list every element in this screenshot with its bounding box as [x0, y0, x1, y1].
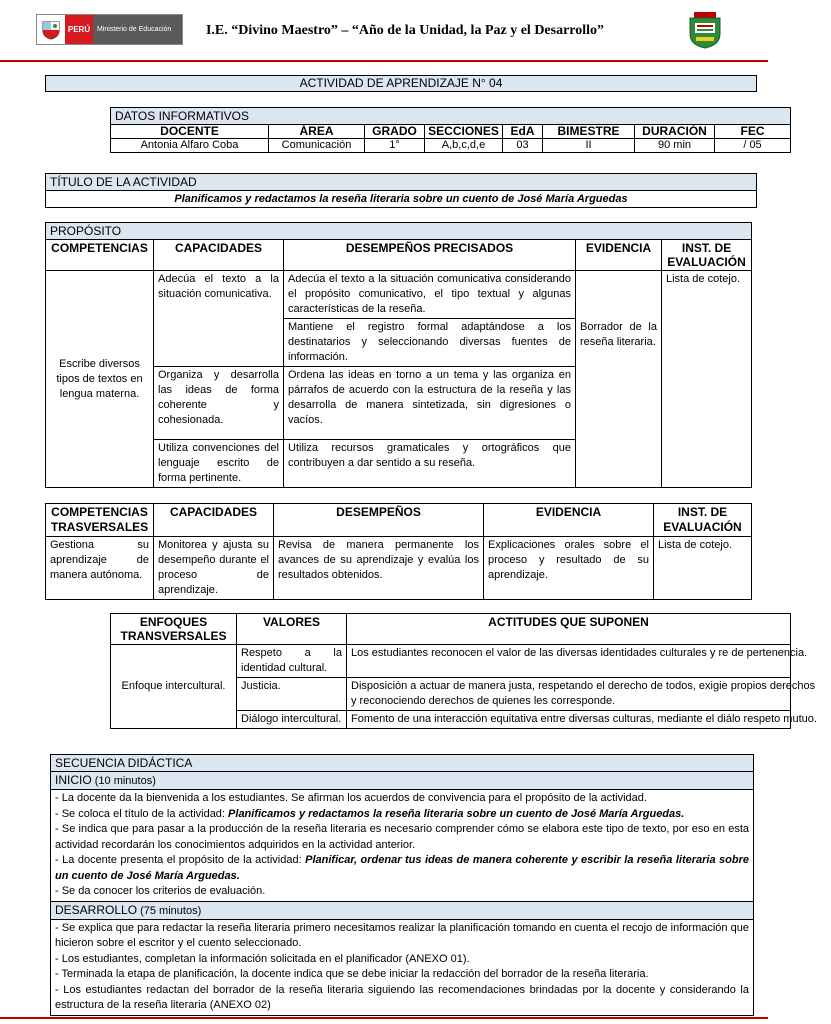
enfoques-actitud-1-text: Los estudiantes reconocen el valor de las diversas identidades culturales y re de pertenencia.: [351, 647, 808, 659]
desarrollo-time: (75 minutos): [140, 904, 202, 917]
peru-crest-icon: [40, 19, 62, 41]
inicio-item-4-purpose: Planificar, ordenar tus ideas de manera coherente y escribir la reseña literaria sobre un cuento de José María Arguedas.: [55, 854, 750, 882]
enfoques-actitud-3-text: Fomento de una interacción equitativa entre diversas culturas, mediante el diálo respeto mutuo.: [351, 713, 817, 725]
titulo-text: Planificamos y redactamos la reseña literaria sobre un cuento de José María Arguedas: [46, 191, 757, 208]
inicio-item-4-text: - La docente presenta el propósito de la actividad:: [55, 854, 306, 866]
datos-area: Comunicación: [269, 139, 365, 153]
transversales-evidencia: Explicaciones orales sobre el proceso y resultado de su aprendizaje.: [484, 537, 654, 600]
proposito-desempeno-1: Adecúa el texto a la situación comunicativa considerando el propósito comunicativo, el tipo textual y algunas características de la reseña.: [284, 271, 576, 319]
transversales-header-instrumento: INST. DE EVALUACIÓN: [654, 504, 752, 537]
inicio-item-2: [55, 807, 749, 823]
header-divider: [0, 60, 768, 62]
enfoques-valor-1: Respeto a la identidad cultural.: [237, 645, 347, 678]
desarrollo-item-3: - Terminada la etapa de planificación, la docente indica que se debe iniciar la redacción del borrador de la reseña literaria.: [55, 968, 649, 980]
datos-heading: DATOS INFORMATIVOS: [111, 108, 791, 125]
inicio-item-3: - Se indica que para pasar a la producción de la reseña literaria es necesario comprender cómo se elabora este tipo de texto, por eso en esta actividad recordarán los conocimientos adquiridos en la actividad anterior.: [55, 823, 749, 851]
peru-label: PERÚ: [65, 15, 93, 44]
desarrollo-item-4: - Los estudiantes redactan del borrador de la reseña literaria siguiendo las recomendaciones brindadas por la docente y considerando la estructura de la reseña literaria (ANEXO 02): [55, 983, 749, 1011]
inicio-label: INICIO: [55, 773, 92, 787]
desarrollo-item-2: - Los estudiantes, completan la información solicitada en el planificador (ANEXO 01).: [55, 952, 470, 965]
proposito-header-evidencia: EVIDENCIA: [576, 240, 662, 271]
transversales-header-capacidades: CAPACIDADES: [154, 504, 274, 537]
activity-title-table: [45, 75, 757, 92]
datos-docente: Antonia Alfaro Coba: [111, 139, 269, 153]
enfoques-actitud-1: [347, 645, 808, 678]
proposito-competencia: Escribe diversos tipos de textos en lengua materna.: [46, 271, 154, 488]
datos-header-docente: DOCENTE: [111, 125, 269, 139]
school-title: I.E. “Divino Maestro” – “Año de la Unidad, la Paz y el Desarrollo”: [205, 23, 605, 38]
ministry-label: Ministerio de Educación: [93, 15, 182, 44]
transversales-header-evidencia: EVIDENCIA: [484, 504, 654, 537]
proposito-header-instrumento: INST. DE EVALUACIÓN: [662, 240, 752, 271]
enfoques-header-valores: VALORES: [237, 614, 347, 645]
proposito-desempeno-4: Utiliza recursos gramaticales y ortográficos que contribuyen a dar sentido a su reseña.: [284, 440, 576, 488]
proposito-table: [45, 222, 752, 488]
inicio-time: (10 minutos): [94, 775, 156, 787]
proposito-desempeno-2: Mantiene el registro formal adaptándose a los destinatarios y seleccionando diversas fuentes de información.: [284, 319, 576, 367]
proposito-header-capacidades: CAPACIDADES: [154, 240, 284, 271]
footer-divider: [0, 1017, 768, 1019]
school-shield-icon: [688, 12, 722, 48]
transversales-capacidad: Monitorea y ajusta su desempeño durante el proceso de aprendizaje.: [154, 537, 274, 600]
transversales-desempeno: Revisa de manera permanente los avances de su aprendizaje y evalúa los resultados obtenidos.: [274, 537, 484, 600]
secuencia-table: [50, 754, 754, 1016]
enfoques-actitud-2: [347, 678, 816, 711]
datos-header-area: ÁREA: [269, 125, 365, 139]
enfoques-valor-2: Justicia.: [237, 678, 347, 711]
datos-header-eda: EdA: [503, 125, 543, 139]
datos-header-secciones: SECCIONES: [425, 125, 503, 139]
enfoques-enfoque: Enfoque intercultural.: [111, 645, 237, 729]
datos-fecha: / 05: [715, 139, 791, 153]
ministry-logo: [36, 14, 183, 45]
activity-title: ACTIVIDAD DE APRENDIZAJE N° 04: [46, 76, 757, 92]
desarrollo-heading: [51, 901, 754, 919]
desarrollo-item-1: - Se explica que para redactar la reseña literaria primero necesitamos realizar la planificación tomando en cuenta el recojo de información que hicieron sobre el escritor y el cuento seleccionado.: [55, 921, 749, 949]
transversales-instrumento: Lista de cotejo.: [654, 537, 752, 600]
desarrollo-label: DESARROLLO: [55, 902, 138, 917]
inicio-item-2-text: - Se coloca el título de la actividad:: [55, 807, 229, 820]
proposito-capacidad-3: Utiliza convenciones del lenguaje escrito de forma pertinente.: [154, 440, 284, 488]
datos-header-bimestre: BIMESTRE: [543, 125, 635, 139]
proposito-heading: PROPÓSITO: [46, 223, 752, 240]
inicio-item-5: - Se da conocer los criterios de evaluación.: [55, 885, 266, 897]
titulo-heading: TÍTULO DE LA ACTIVIDAD: [46, 174, 757, 191]
proposito-instrumento: Lista de cotejo.: [662, 271, 752, 488]
enfoques-actitud-2-text: Disposición a actuar de manera justa, respetando el derecho de todos, exigie propios derechos y reconociendo derechos de quienes les corresponde.: [351, 680, 816, 707]
enfoques-actitud-3: [347, 711, 817, 729]
inicio-item-2-title: Planificamos y redactamos la reseña literaria sobre un cuento de José María Arguedas.: [228, 807, 685, 820]
datos-grado: 1°: [365, 139, 425, 153]
enfoques-valor-3: Diálogo intercultural.: [237, 711, 347, 729]
desarrollo-content: [51, 919, 754, 1015]
inicio-item-4: [55, 853, 749, 884]
transversales-table: [45, 503, 752, 600]
proposito-header-competencias: COMPETENCIAS: [46, 240, 154, 271]
inicio-content: [51, 790, 754, 902]
secuencia-heading: SECUENCIA DIDÁCTICA: [51, 755, 754, 772]
inicio-item-1: - La docente da la bienvenida a los estudiantes. Se afirman los acuerdos de convivencia para el propósito de la actividad.: [55, 792, 647, 804]
datos-header-grado: GRADO: [365, 125, 425, 139]
datos-header-duracion: DURACIÓN: [635, 125, 715, 139]
datos-duracion: 90 min: [635, 139, 715, 153]
transversales-header-desempenos: DESEMPEÑOS: [274, 504, 484, 537]
proposito-evidencia: Borrador de la reseña literaria.: [576, 271, 662, 488]
datos-secciones: A,b,c,d,e: [425, 139, 503, 153]
datos-informativos-table: [110, 107, 791, 153]
datos-header-fecha: FEC: [715, 125, 791, 139]
proposito-header-desempenos: DESEMPEÑOS PRECISADOS: [284, 240, 576, 271]
enfoques-table: [110, 613, 817, 729]
enfoques-header-enfoques: ENFOQUES TRANSVERSALES: [111, 614, 237, 645]
datos-bimestre: II: [543, 139, 635, 153]
proposito-capacidad-2: Organiza y desarrolla las ideas de forma coherente y cohesionada.: [154, 367, 284, 440]
proposito-desempeno-3: Ordena las ideas en torno a un tema y las organiza en párrafos de acuerdo con la estructura de la reseña y las desarrolla de manera sintetizada, sin digresiones o vacíos.: [284, 367, 576, 440]
inicio-heading: [51, 772, 754, 790]
titulo-actividad-table: [45, 173, 757, 208]
proposito-capacidad-1: Adecúa el texto a la situación comunicativa.: [154, 271, 284, 367]
datos-eda: 03: [503, 139, 543, 153]
transversales-competencia: Gestiona su aprendizaje de manera autónoma.: [46, 537, 154, 600]
transversales-header-competencias: COMPETENCIAS TRASVERSALES: [46, 504, 154, 537]
enfoques-header-actitudes: ACTITUDES QUE SUPONEN: [347, 614, 791, 645]
